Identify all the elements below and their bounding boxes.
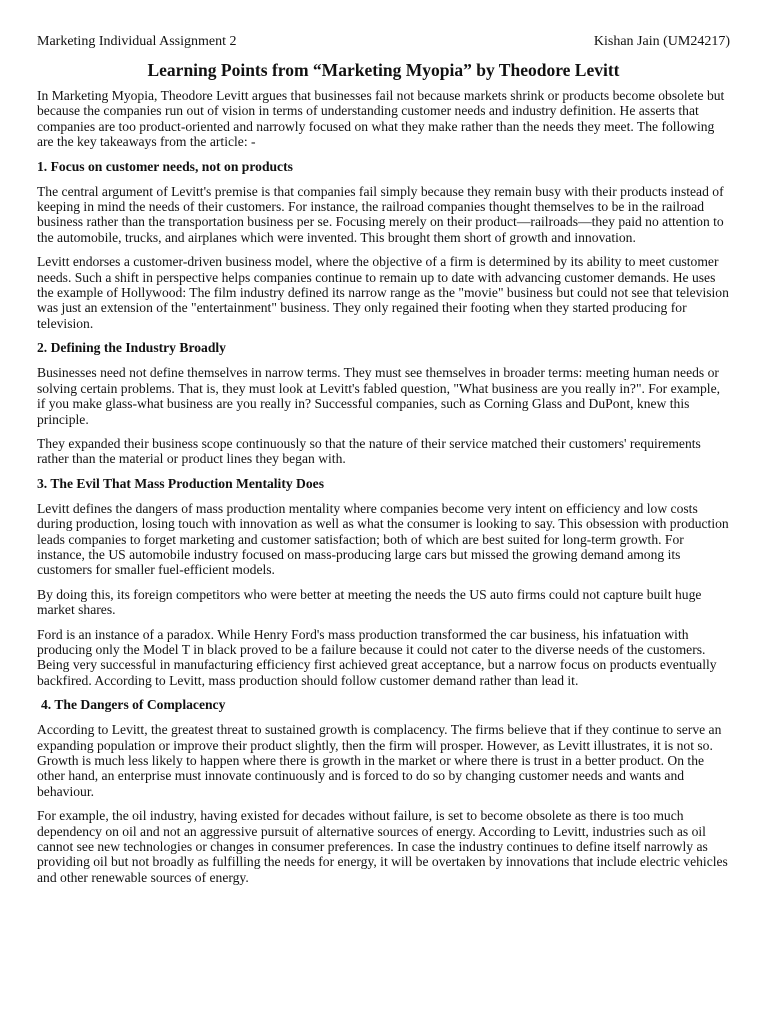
section-heading: 3. The Evil That Mass Production Mentality Does: [37, 475, 324, 491]
paragraph: The central argument of Levitt's premise is that companies fail simply because they remain busy with their products instead of keeping in mind the needs of their customers. For instance, the railroad companies thought themselves to be in the railroad business rather than the transportation business per se. Focusing merely on their product—railroads—they paid no attention to the automobile, trucks, and airplanes which were invented. This brought them short of growth and innovation.: [37, 183, 724, 245]
paragraph: Businesses need not define themselves in narrow terms. They must see themselves in broader terms: meeting human needs or solving certain problems. That is, they must look at Levitt's fabled question, "What business are you really in?". For example, if you make glass-what business are you really in? Successful companies, such as Corning Glass and DuPont, knew this principle.: [37, 365, 721, 427]
section-1: [37, 159, 730, 332]
section-2: [37, 340, 730, 466]
paragraph: Levitt endorses a customer-driven business model, where the objective of a firm is determined by its ability to meet customer needs. Such a shift in perspective helps companies continue to remain up to date with advancing customer demands. He uses the example of Hollywood: The film industry defined its narrow range as the "movie" business but could not see that television was just an extension of the "entertainment" business. They only regained their footing when they started producing for television.: [37, 254, 729, 331]
section-heading: 1. Focus on customer needs, not on products: [37, 158, 293, 174]
document-title: Learning Points from “Marketing Myopia” by Theodore Levitt: [147, 60, 620, 80]
page-header: [37, 34, 730, 50]
paragraph: Ford is an instance of a paradox. While Henry Ford's mass production transformed the car business, his infatuation with producing only the Model T in black proved to be a failure because it could not cater to the diverse needs of the customers. Being very successful in manufacturing efficiency first achieved great acceptance, but a narrow focus on products eventually backfired. According to Levitt, mass production should follow customer demand rather than lead it.: [37, 626, 717, 688]
section-heading: 2. Defining the Industry Broadly: [37, 340, 226, 356]
section-4: [37, 697, 730, 885]
section-3: [37, 476, 730, 688]
paragraph: For example, the oil industry, having existed for decades without failure, is set to become obsolete as there is too much dependency on oil and not an aggressive pursuit of alternative sources of energy. According to Levitt, industries such as oil cannot see new technologies or changes in consumer preferences. In case the industry continues to define itself narrowly as providing oil but not broadly as fulfilling the needs for energy, it will be overtaken by innovations that include electric vehicles and other renewable sources of energy.: [37, 808, 728, 885]
paragraph: By doing this, its foreign competitors who were better at meeting the needs the US auto firms could not capture built huge market shares.: [37, 586, 702, 618]
paragraph: Levitt defines the dangers of mass production mentality where companies become very intent on efficiency and low costs during production, losing touch with innovation as well as what the consumer is looking to say. This obsession with production leads companies to forget marketing and customer satisfaction; both of which are best suited for long-term growth. For instance, the US automobile industry focused on mass-producing large cars but missed the growing demand among its customers for smaller fuel-efficient models.: [37, 500, 729, 578]
assignment-name: Marketing Individual Assignment 2: [37, 34, 237, 49]
intro-paragraph: In Marketing Myopia, Theodore Levitt argues that businesses fail not because markets shrink or products become obsolete but because the companies run out of vision in terms of understanding customer needs and industry definition. He asserts that companies are too product-oriented and narrowly focused on what they make rather than the needs they meet. The following are the key takeaways from the article: -: [37, 88, 725, 150]
paragraph: They expanded their business scope continuously so that the nature of their service matched their customers' requirements rather than the material or product lines they began with.: [37, 435, 701, 467]
author-name: Kishan Jain (UM24217): [593, 34, 730, 49]
paragraph: According to Levitt, the greatest threat to sustained growth is complacency. The firms believe that if they continue to serve an expanding population or improve their product slightly, then the firm will prosper. However, as Levitt illustrates, it is not so. Growth is much less likely to happen where there is growth in the market or where there is trust in a better product. On the other hand, an enterprise must innovate continuously and is forced to do so by changing customer needs and wants and behaviour.: [37, 722, 722, 799]
section-heading: 4. The Dangers of Complacency: [41, 697, 226, 713]
